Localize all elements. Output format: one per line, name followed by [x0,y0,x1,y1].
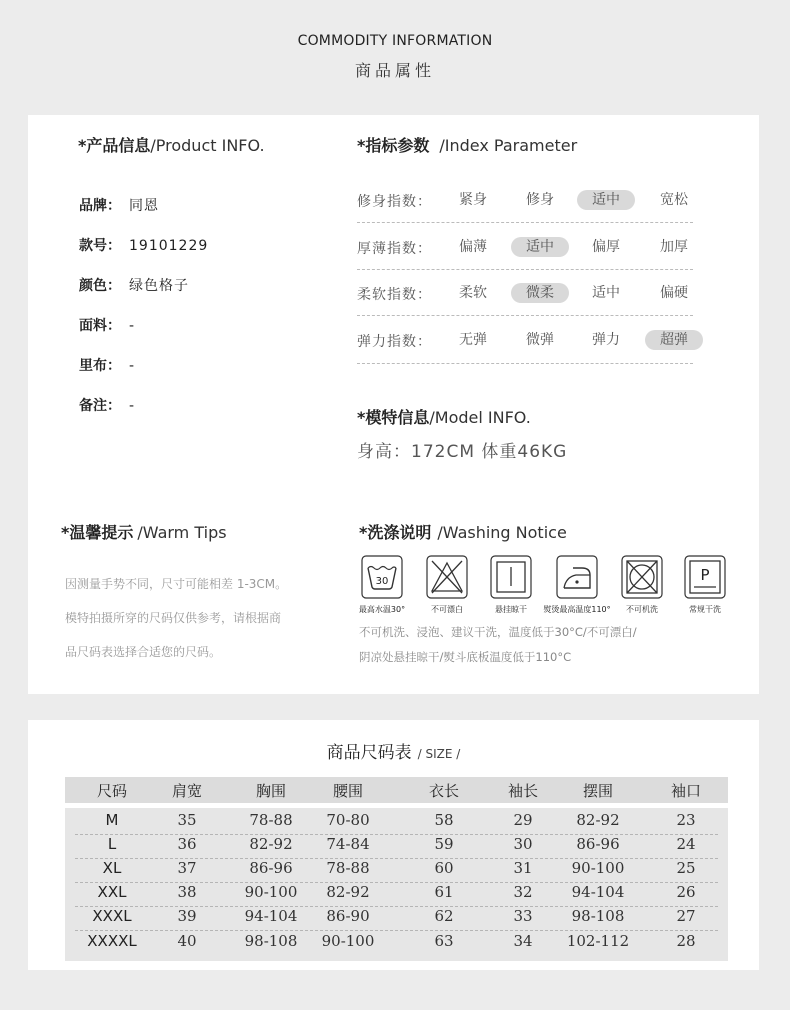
size-table-cell: 86-96 [576,835,620,853]
svg-text:P: P [700,566,710,584]
size-table-cell: 98-108 [571,907,625,925]
index-param-option: 紧身 [459,192,487,208]
index-param-divider [357,269,693,270]
index-param-option-selected: 适中 [511,237,569,257]
info-row-notes: 备注： - [79,398,136,414]
index-param-option-selected: 适中 [577,190,635,210]
wash-caption: 最高水温30° [358,605,406,614]
size-table-cell: 58 [434,811,454,829]
size-table-cell: 86-96 [249,859,293,877]
size-table-cell: 94-104 [571,883,625,901]
size-table-cell: 74-84 [326,835,370,853]
size-label-cell: XXXXL [87,932,137,950]
index-param-option: 宽松 [660,192,688,208]
index-param-option-selected: 超弹 [645,330,703,350]
index-param-option: 无弹 [459,332,487,348]
hang-dry-icon [490,555,532,599]
size-table-cell: 94-104 [244,907,298,925]
index-param-row [357,190,693,212]
index-param-row [357,283,693,305]
size-chart-card [28,720,759,970]
info-row-brand: 品牌： 同恩 [79,198,159,214]
size-chart-title: 商品尺码表 / SIZE / [326,743,461,763]
size-table-cell: 90-100 [321,932,375,950]
size-table-header-cell: 袖长 [507,782,539,800]
size-table-cell: 78-88 [249,811,293,829]
size-table-cell: 40 [177,932,197,950]
index-param-divider [357,222,693,223]
header-title-cn: 商品属性 [354,61,435,80]
product-info-title: *产品信息/Product INFO. [78,136,265,155]
index-param-option: 偏厚 [592,239,620,255]
size-row-divider [75,930,718,931]
size-table-cell: 61 [434,883,454,901]
size-table-header-cell: 肩宽 [171,782,203,800]
wash-note-line: 阴凉处悬挂晾干/熨斗底板温度低于110°C [359,650,572,664]
size-table-cell: 25 [676,859,696,877]
size-table-cell: 82-92 [326,883,370,901]
size-table-cell: 31 [513,859,533,877]
size-table-cell: 28 [676,932,696,950]
index-param-row [357,330,693,352]
index-param-option: 偏薄 [459,239,487,255]
no-machine-wash-icon [621,555,663,599]
size-table-cell: 29 [513,811,533,829]
index-params-title: *指标参数 /Index Parameter [357,136,578,155]
size-table-cell: 70-80 [326,811,370,829]
size-table-cell: 27 [676,907,696,925]
info-row-color: 颜色： 绿色格子 [79,278,189,294]
size-table-header-cell: 摆围 [582,782,614,800]
size-label-cell: M [105,811,119,829]
info-row-style-no: 款号： 19101229 [79,238,209,254]
index-param-option-selected: 微柔 [511,283,569,303]
wash-caption: 悬挂晾干 [495,605,527,614]
size-table-cell: 24 [676,835,696,853]
index-param-option: 微弹 [526,332,554,348]
size-row-divider [75,834,718,835]
size-table-cell: 33 [513,907,533,925]
warm-tip-line: 品尺码表选择合适您的尺码。 [65,645,222,659]
size-table-cell: 86-90 [326,907,370,925]
size-table-cell: 82-92 [576,811,620,829]
index-param-label: 弹力指数： [357,334,432,350]
washing-title: *洗涤说明 /Washing Notice [359,523,567,542]
size-table-cell: 78-88 [326,859,370,877]
warm-tip-line: 模特拍摄所穿的尺码仅供参考，请根据商 [65,611,282,625]
size-table-cell: 34 [513,932,533,950]
header-title-en: COMMODITY INFORMATION [297,33,493,49]
size-table-cell: 36 [177,835,197,853]
iron-110-icon [556,555,598,599]
no-bleach-icon [426,555,468,599]
size-label-cell: XL [102,859,122,877]
size-table-cell: 38 [177,883,197,901]
index-param-option: 柔软 [459,285,487,301]
size-table-cell: 98-108 [244,932,298,950]
size-table-cell: 37 [177,859,197,877]
size-table-header-cell: 腰围 [332,782,364,800]
size-table-cell: 60 [434,859,454,877]
size-table-header-cell: 胸围 [255,782,287,800]
size-table-cell: 90-100 [244,883,298,901]
index-param-option: 弹力 [592,332,620,348]
size-table-header-cell: 袖口 [670,782,702,800]
dry-clean-p-icon [684,555,726,599]
index-param-option: 加厚 [660,239,688,255]
size-label-cell: L [107,835,117,853]
wash-caption: 熨烫最高温度110° [543,605,611,614]
size-table-body [65,808,728,961]
size-table-cell: 90-100 [571,859,625,877]
size-label-cell: XXXL [92,907,132,925]
warm-tips-title: *温馨提示 /Warm Tips [61,523,227,542]
size-table-cell: 23 [676,811,696,829]
svg-text:30: 30 [375,576,389,587]
attributes-card [28,115,759,694]
wash-30-icon [361,555,403,599]
index-param-option: 适中 [592,285,620,301]
size-table-cell: 32 [513,883,533,901]
size-table-cell: 82-92 [249,835,293,853]
size-table-cell: 102-112 [566,932,630,950]
index-param-label: 厚薄指数： [357,241,432,257]
size-table-cell: 39 [177,907,197,925]
index-param-label: 修身指数： [357,194,432,210]
size-table-header-cell: 尺码 [96,782,128,800]
size-table-cell: 62 [434,907,454,925]
size-table-cell: 63 [434,932,454,950]
index-param-option: 修身 [526,192,554,208]
index-param-label: 柔软指数： [357,287,432,303]
index-param-option: 偏硬 [660,285,688,301]
size-table-cell: 30 [513,835,533,853]
wash-note-line: 不可机洗、浸泡、建议干洗，温度低于30°C/不可漂白/ [359,625,637,639]
index-param-row [357,237,693,259]
wash-caption: 不可漂白 [431,605,463,614]
size-label-cell: XXL [97,883,127,901]
size-table-header [65,777,728,803]
wash-caption: 常规干洗 [689,605,721,614]
size-table-cell: 26 [676,883,696,901]
model-stats: 身高：172CM 体重46KG [357,442,568,462]
warm-tip-line: 因测量手势不同，尺寸可能相差 1-3CM。 [65,577,288,591]
size-table-cell: 35 [177,811,197,829]
size-table-header-cell: 衣长 [428,782,460,800]
index-param-divider [357,315,693,316]
info-row-lining: 里布： - [79,358,136,374]
size-table-cell: 59 [434,835,454,853]
info-row-fabric: 面料： - [79,318,136,334]
wash-caption: 不可机洗 [626,605,658,614]
index-param-divider [357,363,693,364]
model-info-title: *模特信息/Model INFO. [357,408,531,427]
